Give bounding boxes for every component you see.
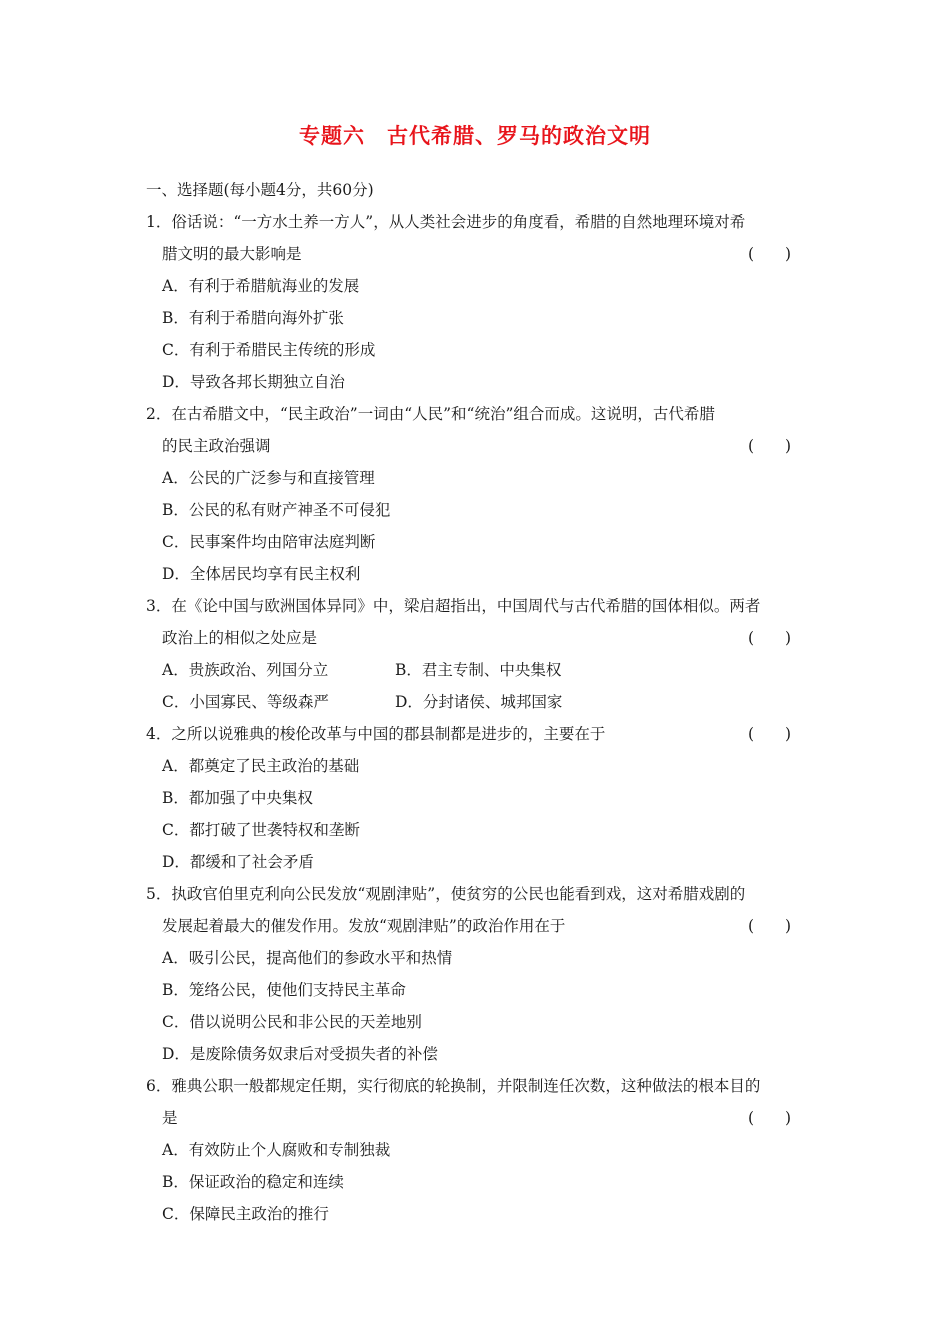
- question-1-stem-line-2: 腊文明的最大影响是: [162, 245, 302, 263]
- question-6-stem-line-1: 6．雅典公职一般都规定任期，实行彻底的轮换制，并限制连任次数，这种做法的根本目的: [146, 1077, 761, 1095]
- question-4-stem-line-1: 4．之所以说雅典的梭伦改革与中国的郡县制都是进步的，主要在于: [146, 725, 606, 743]
- question-3-option-b: B．君主专制、中央集权: [395, 661, 562, 679]
- question-5-answer-bracket: ( ): [748, 917, 792, 935]
- question-2-option-a: A．公民的广泛参与和直接管理: [162, 469, 375, 487]
- question-4-option-b: B．都加强了中央集权: [162, 789, 313, 807]
- question-3-option-d: D．分封诸侯、城邦国家: [395, 693, 563, 711]
- question-2-answer-bracket: ( ): [748, 437, 792, 455]
- question-1-option-d: D．导致各邦长期独立自治: [162, 373, 345, 391]
- question-5-option-c: C．借以说明公民和非公民的天差地别: [162, 1013, 422, 1031]
- question-4-option-c: C．都打破了世袭特权和垄断: [162, 821, 360, 839]
- page-title: 专题六 古代希腊、罗马的政治文明: [299, 124, 651, 148]
- question-6-option-a: A．有效防止个人腐败和专制独裁: [162, 1141, 391, 1159]
- section-heading: 一、选择题(每小题4分，共60分): [146, 181, 374, 199]
- question-1-answer-bracket: ( ): [748, 245, 792, 263]
- question-3-option-a: A．贵族政治、列国分立: [162, 661, 329, 679]
- question-6-option-b: B．保证政治的稳定和连续: [162, 1173, 344, 1191]
- question-1-option-c: C．有利于希腊民主传统的形成: [162, 341, 376, 359]
- question-6-answer-bracket: ( ): [748, 1109, 792, 1127]
- question-1-option-b: B．有利于希腊向海外扩张: [162, 309, 344, 327]
- question-3-option-c: C．小国寡民、等级森严: [162, 693, 329, 711]
- question-2-stem-line-1: 2．在古希腊文中，“民主政治”一词由“人民”和“统治”组合而成。这说明，古代希腊: [146, 405, 715, 423]
- question-2-option-c: C．民事案件均由陪审法庭判断: [162, 533, 376, 551]
- question-4-answer-bracket: ( ): [748, 725, 792, 743]
- question-2-option-b: B．公民的私有财产神圣不可侵犯: [162, 501, 391, 519]
- question-2-option-d: D．全体居民均享有民主权利: [162, 565, 361, 583]
- question-6-stem-line-2: 是: [162, 1109, 178, 1127]
- question-5-option-b: B．笼络公民，使他们支持民主革命: [162, 981, 406, 999]
- question-3-answer-bracket: ( ): [748, 629, 792, 647]
- question-5-stem-line-1: 5．执政官伯里克利向公民发放“观剧津贴”，使贫穷的公民也能看到戏，这对希腊戏剧的: [146, 885, 746, 903]
- question-3-stem-line-1: 3．在《论中国与欧洲国体异同》中，梁启超指出，中国周代与古代希腊的国体相似。两者: [146, 597, 761, 615]
- question-4-option-d: D．都缓和了社会矛盾: [162, 853, 314, 871]
- question-5-option-a: A．吸引公民，提高他们的参政水平和热情: [162, 949, 453, 967]
- question-6-option-c: C．保障民主政治的推行: [162, 1205, 329, 1223]
- question-1-option-a: A．有利于希腊航海业的发展: [162, 277, 360, 295]
- question-1-stem-line-1: 1．俗话说：“一方水土养一方人”，从人类社会进步的角度看，希腊的自然地理环境对希: [146, 213, 746, 231]
- question-3-stem-line-2: 政治上的相似之处应是: [162, 629, 318, 647]
- question-5-stem-line-2: 发展起着最大的催发作用。发放“观剧津贴”的政治作用在于: [162, 917, 566, 935]
- question-4-option-a: A．都奠定了民主政治的基础: [162, 757, 360, 775]
- question-2-stem-line-2: 的民主政治强调: [162, 437, 271, 455]
- question-5-option-d: D．是废除债务奴隶后对受损失者的补偿: [162, 1045, 438, 1063]
